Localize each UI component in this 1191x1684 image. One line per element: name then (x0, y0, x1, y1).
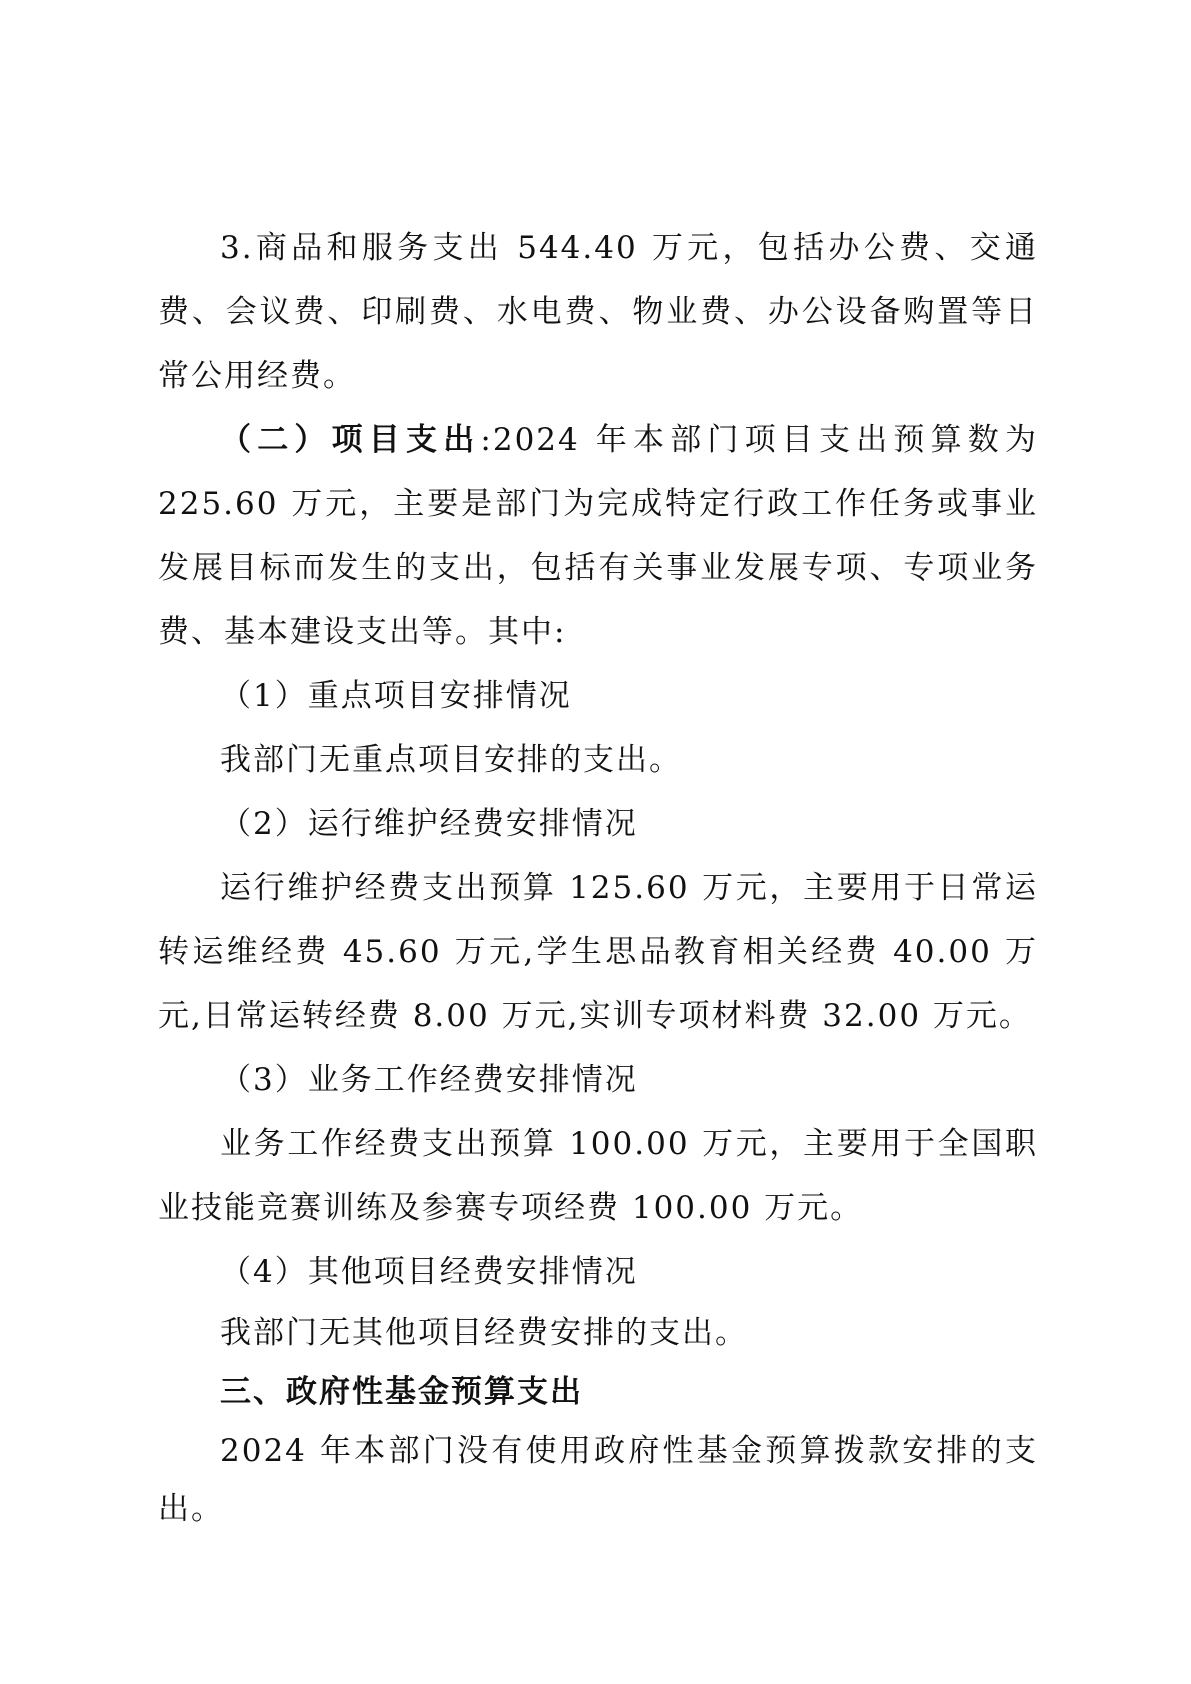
subheading-operation-maintenance: （2）运行维护经费安排情况 (220, 806, 638, 842)
paragraph-key-projects: 我部门无重点项目安排的支出。 (220, 742, 682, 778)
subheading-key-projects: （1）重点项目安排情况 (220, 678, 572, 714)
paragraph-other-projects: 我部门无其他项目经费安排的支出。 (220, 1315, 748, 1351)
paragraph-goods-services: 3.商品和服务支出 544.40 万元，包括办公费、交通费、会议费、印刷费、水电费、物业费、办公设备购置等日常公用经费。 (158, 230, 1038, 394)
project-expenditure-text: :2024 年本部门项目支出预算数为 225.60 万元，主要是部门为完成特定行政工作任务或事业发展目标而发生的支出，包括有关事业发展专项、专项业务费、基本建设支出等。其中: (158, 422, 1038, 650)
paragraph-operation-maintenance: 运行维护经费支出预算 125.60 万元，主要用于日常运转运维经费 45.60 万元,学生思品教育相关经费 40.00 万元,日常运转经费 8.00 万元,实训专项材料费 32.00 万元。 (158, 870, 1038, 1034)
paragraph-government-funds: 2024 年本部门没有使用政府性基金预算拨款安排的支出。 (158, 1433, 1038, 1527)
document-body (158, 216, 1038, 1538)
subheading-business-work: （3）业务工作经费安排情况 (220, 1062, 638, 1098)
paragraph-project-expenditure (158, 408, 1038, 664)
section-heading-project-expenditure: （二）项目支出 (220, 422, 481, 458)
section-heading-government-funds: 三、政府性基金预算支出 (220, 1374, 583, 1410)
paragraph-business-work: 业务工作经费支出预算 100.00 万元，主要用于全国职业技能竞赛训练及参赛专项经费 100.00 万元。 (158, 1126, 1038, 1226)
subheading-other-projects: （4）其他项目经费安排情况 (220, 1254, 638, 1290)
